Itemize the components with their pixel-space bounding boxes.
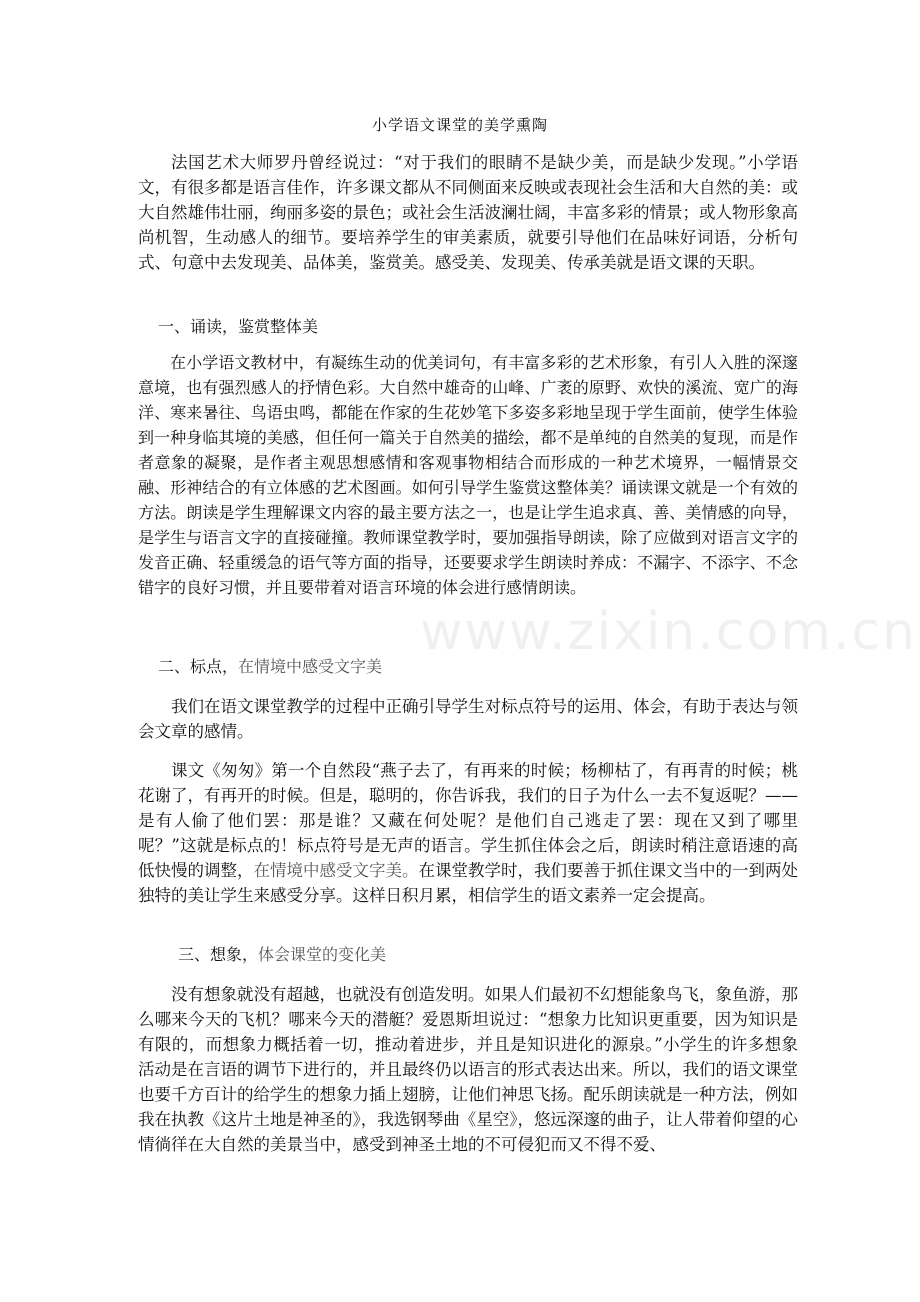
section2-paragraph-2-text: 课文《匆匆》第一个自然段“燕子去了，有再来的时候；杨柳枯了，有再青的时候；桃花谢了，有再开的时候。但是，聪明的，你告诉我，我们的日子为什么一去不复返呢？——是有人偷了他们罢：那是谁？又藏在何处呢？是他们自己逃走了罢：现在又到了哪里呢？”这就是标点的！标点符号是无声的语言。学生抓住体会之后，朗读时稍注意语速的高低快慢的调整， <box>138 761 798 880</box>
section3-paragraph: 没有想象就没有超越，也就没有创造发明。如果人们最初不幻想能象鸟飞，象鱼游，那么哪来今天的飞机？哪来今天的潜艇？爱恩斯坦说过：“想象力比知识更重要，因为知识是有限的，而想象力概括着一切，推动着进步，并且是知识进化的源泉。”小学生的许多想象活动是在言语的调节下进行的，并且最终仍以语言的形式表达出来。所以，我们的语文课堂也要千方百计的给学生的想象力插上翅膀，让他们神思飞扬。配乐朗读就是一种方法，例如我在执教《这片土地是神圣的》，我选钢琴曲《星空》，悠远深邃的曲子，让人带着仰望的心情徜徉在大自然的美景当中，感受到神圣土地的不可侵犯而又不得不爱、 <box>138 985 798 1154</box>
section2-heading <box>158 654 818 679</box>
watermark-text: www.zixin.com.cn <box>420 602 917 662</box>
section2-paragraph-2-highlight: 在情境中感受文字美。 <box>253 861 419 880</box>
section2-paragraph-2-tail: 在课堂教学时，我们要善于抓住课文当中的一到两处独特的美让学生来感受分享。这样日积月累，相信学生的语文素养一定会提高。 <box>138 861 798 905</box>
section1-paragraph: 在小学语文教材中，有凝练生动的优美词句，有丰富多彩的艺术形象，有引人入胜的深邃意境，也有强烈感人的抒情色彩。大自然中雄奇的山峰、广袤的原野、欢快的溪流、宽广的海洋、寒来暑往、鸟语虫鸣，都能在作家的生花妙笔下多姿多彩地呈现于学生面前，使学生体验到一种身临其境的美感，但任何一篇关于自然美的描绘，都不是单纯的自然美的复现，而是作者意象的凝聚，是作者主观思想感情和客观事物相结合而形成的一种艺术境界，一幅情景交融、形神结合的有立体感的艺术图画。如何引导学生鉴赏这整体美？诵读课文就是一个有效的方法。朗读是学生理解课文内容的最主要方法之一，也是让学生追求真、善、美情感的向导，是学生与语言文字的直接碰撞。教师课堂教学时，要加强指导朗读，除了应做到对语言文字的发音正确、轻重缓急的语气等方面的指导，还要要求学生朗读时养成：不漏字、不添字、不念错字的良好习惯，并且要带着对语言环境的体会进行感情朗读。 <box>138 353 798 597</box>
section2-paragraph-1: 我们在语文课堂教学的过程中正确引导学生对标点符号的运用、体会，有助于表达与领会文章的感情。 <box>138 697 798 741</box>
document-title: 小学语文课堂的美学熏陶 <box>371 116 548 134</box>
section2-heading-title: 在情境中感受文字美 <box>238 657 383 676</box>
section2-paragraph-2 <box>138 758 798 908</box>
section3-heading-title: 体会课堂的变化美 <box>258 945 387 964</box>
section3-heading-number: 三、想象， <box>178 945 259 964</box>
section3-heading <box>178 942 838 967</box>
intro-paragraph: 法国艺术大师罗丹曾经说过：“对于我们的眼睛不是缺少美，而是缺少发现。”小学语文，有很多都是语言佳作，许多课文都从不同侧面来反映或表现社会生活和大自然的美：或大自然雄伟壮丽，绚丽多姿的景色；或社会生活波澜壮阔，丰富多彩的情景；或人物形象高尚机智，生动感人的细节。要培养学生的审美素质，就要引导他们在品味好词语，分析句式、句意中去发现美、品体美，鉴赏美。感受美、发现美、传承美就是语文课的天职。 <box>138 153 798 272</box>
section2-heading-number: 二、标点， <box>158 657 239 676</box>
section1-heading: 一、诵读，鉴赏整体美 <box>158 317 319 336</box>
